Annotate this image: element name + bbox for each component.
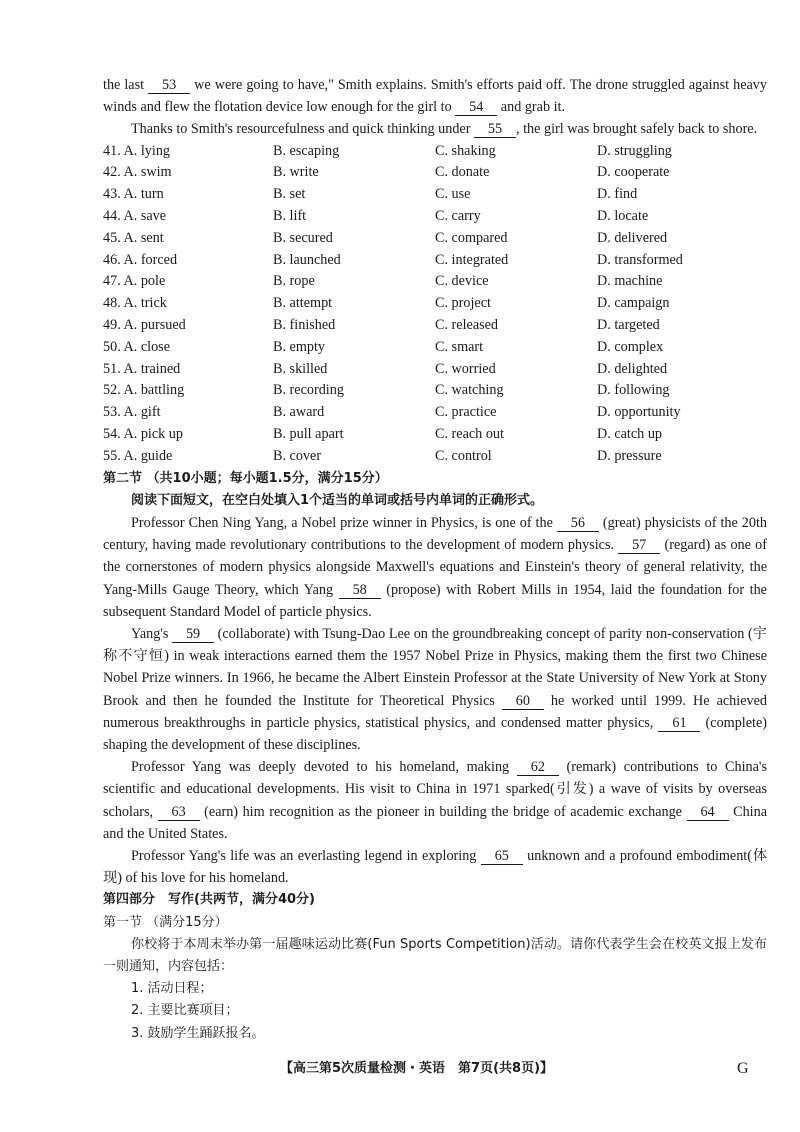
- passage-ending: the last 53 we were going to have," Smith explains. Smith's efforts paid off. The drone struggled against heavy winds and flew the flotation device low enough for the girl to 54 and grab it.: [103, 77, 767, 116]
- option-row: [103, 337, 767, 359]
- option-c: C. use: [435, 186, 471, 203]
- option-d: D. pressure: [597, 447, 662, 464]
- option-row: [103, 141, 767, 163]
- option-a: 42. A. swim: [103, 164, 172, 181]
- option-c: C. reach out: [435, 425, 504, 442]
- option-d: D. struggling: [597, 142, 672, 159]
- exam-page: [103, 74, 767, 1045]
- blank-57: 57: [618, 537, 660, 554]
- option-d: D. machine: [597, 273, 663, 290]
- option-b: B. award: [273, 404, 325, 421]
- option-row: [103, 315, 767, 337]
- option-a: 45. A. sent: [103, 229, 164, 246]
- blank-56: 56: [557, 515, 599, 532]
- option-d: D. following: [597, 382, 670, 399]
- option-a: 52. A. battling: [103, 382, 185, 399]
- option-row: [103, 424, 767, 446]
- option-c: C. project: [435, 295, 491, 312]
- option-d: D. campaign: [597, 295, 670, 312]
- option-c: C. shaking: [435, 142, 496, 159]
- blank-61: 61: [658, 715, 700, 732]
- part4-heading: 第四部分 写作(共两节，满分40分): [103, 892, 315, 908]
- option-c: C. control: [435, 447, 492, 464]
- option-c: C. watching: [435, 382, 504, 399]
- option-a: 49. A. pursued: [103, 316, 186, 333]
- page-footer: 【高三第5次质量检测・英语 第7页(共8页)】: [280, 1061, 554, 1076]
- option-b: B. set: [273, 186, 306, 203]
- option-b: B. pull apart: [273, 425, 344, 442]
- option-d: D. delighted: [597, 360, 668, 377]
- option-d: D. find: [597, 186, 638, 203]
- options-table: [103, 141, 767, 468]
- option-a: 48. A. trick: [103, 295, 167, 312]
- section2-instruction: 阅读下面短文，在空白处填入1个适当的单词或括号内单词的正确形式。: [131, 492, 544, 508]
- option-c: C. compared: [435, 229, 508, 246]
- passage-final-paragraph: Thanks to Smith's resourcefulness and quick thinking under 55 , the girl was brought safely back to shore.: [131, 121, 758, 138]
- option-row: [103, 184, 767, 206]
- option-a: 51. A. trained: [103, 360, 181, 377]
- option-row: [103, 293, 767, 315]
- option-row: [103, 250, 767, 272]
- option-c: C. device: [435, 273, 489, 290]
- blank-63: 63: [158, 804, 200, 821]
- option-d: D. targeted: [597, 316, 660, 333]
- option-a: 41. A. lying: [103, 142, 171, 159]
- prompt-item-2: 2. 主要比赛项目；: [131, 1003, 239, 1019]
- option-b: B. launched: [273, 251, 341, 268]
- paragraph-1: Professor Chen Ning Yang, a Nobel prize winner in Physics, is one of the 56 (great) physicists of the 20th century, having made revolutionary contributions to the development of modern physics. 57 (regard) as one of the cornerstones of modern physics alongside Maxwell's equations and Einstein's theory of general relativity, the Yang-Mills Gauge Theory, which Yang 58 (propose) with Robert Mills in 1954, laid the foundation for the subsequent Standard Model of particle physics.: [103, 514, 767, 620]
- option-row: [103, 228, 767, 250]
- option-a: 47. A. pole: [103, 273, 166, 290]
- option-d: D. transformed: [597, 251, 683, 268]
- option-c: C. carry: [435, 208, 481, 224]
- option-c: C. donate: [435, 164, 490, 181]
- paragraph-2: Yang's 59 (collaborate) with Tsung-Dao Lee on the groundbreaking concept of parity non-conservation (宇称不守恒) in weak interactions earned them the 1957 Nobel Prize in Physics, making them the first two Chinese Nobel Prize winners. In 1966, he became the Albert Einstein Professor at the State University of New York at Stony Brook and then he founded the Institute for Theoretical Physics 60 he worked until 1999. He achieved numerous breakthroughs in particle physics, statistical physics, and condensed matter physics, 61 (complete) shaping the development of these disciplines.: [103, 625, 767, 753]
- option-b: B. escaping: [273, 142, 340, 159]
- blank-60: 60: [502, 693, 544, 710]
- blank-53: 53: [148, 77, 190, 94]
- option-d: D. cooperate: [597, 164, 670, 181]
- option-d: D. delivered: [597, 229, 668, 246]
- option-b: B. rope: [273, 273, 315, 290]
- option-row: [103, 380, 767, 402]
- paragraph-4: Professor Yang's life was an everlasting legend in exploring 65 unknown and a profound embodiment(体现) of his love for his homeland.: [103, 848, 768, 887]
- writing-prompt: 你校将于本周末举办第一届趣味运动比赛(Fun Sports Competition)活动。请你代表学生会在校英文报上发布一则通知，内容包括：: [103, 936, 767, 975]
- paper-version-letter: G: [737, 1060, 749, 1077]
- option-a: 43. A. turn: [103, 186, 164, 203]
- option-row: [103, 162, 767, 184]
- blank-64: 64: [687, 804, 729, 821]
- option-a: 53. A. gift: [103, 404, 161, 421]
- option-b: B. finished: [273, 316, 336, 333]
- blank-65: 65: [481, 848, 523, 865]
- option-b: B. attempt: [273, 295, 333, 312]
- blank-62: 62: [517, 759, 559, 776]
- option-d: D. catch up: [597, 425, 663, 442]
- option-b: B. lift: [273, 208, 307, 224]
- section2-heading: 第二节 （共10小题；每小题1.5分，满分15分）: [103, 470, 388, 486]
- option-b: B. secured: [273, 229, 333, 246]
- option-b: B. cover: [273, 447, 322, 464]
- prompt-item-3: 3. 鼓励学生踊跃报名。: [131, 1025, 265, 1041]
- blank-58: 58: [339, 582, 381, 599]
- prompt-item-1: 1. 活动日程；: [131, 981, 213, 997]
- option-row: [103, 359, 767, 381]
- option-d: D. complex: [597, 338, 664, 355]
- option-a: 44. A. save: [103, 208, 167, 224]
- option-d: D. locate: [597, 208, 649, 224]
- paragraph-3: Professor Yang was deeply devoted to his homeland, making 62 (remark) contributions to China's scientific and educational developments. His visit to China in 1971 sparked(引发) a wave of visits by overseas scholars, 63 (earn) him recognition as the pioneer in building the bridge of academic exchange 64 China and the United States.: [103, 759, 767, 842]
- option-c: C. integrated: [435, 251, 509, 268]
- option-b: B. skilled: [273, 360, 328, 377]
- option-b: B. write: [273, 164, 319, 181]
- option-c: C. practice: [435, 404, 497, 421]
- blank-55: 55: [474, 121, 516, 138]
- option-b: B. recording: [273, 382, 344, 399]
- option-c: C. worried: [435, 360, 496, 377]
- option-row: [103, 206, 767, 228]
- option-b: B. empty: [273, 338, 326, 355]
- option-a: 50. A. close: [103, 338, 170, 355]
- part4-subheading: 第一节 （满分15分）: [103, 914, 228, 930]
- option-a: 54. A. pick up: [103, 425, 183, 442]
- option-a: 55. A. guide: [103, 447, 173, 464]
- option-row: [103, 446, 767, 468]
- option-d: D. opportunity: [597, 404, 681, 421]
- option-row: [103, 271, 767, 293]
- option-c: C. smart: [435, 338, 484, 355]
- option-c: C. released: [435, 316, 499, 333]
- blank-54: 54: [455, 99, 497, 116]
- option-a: 46. A. forced: [103, 251, 178, 268]
- option-row: [103, 402, 767, 424]
- blank-59: 59: [172, 626, 214, 643]
